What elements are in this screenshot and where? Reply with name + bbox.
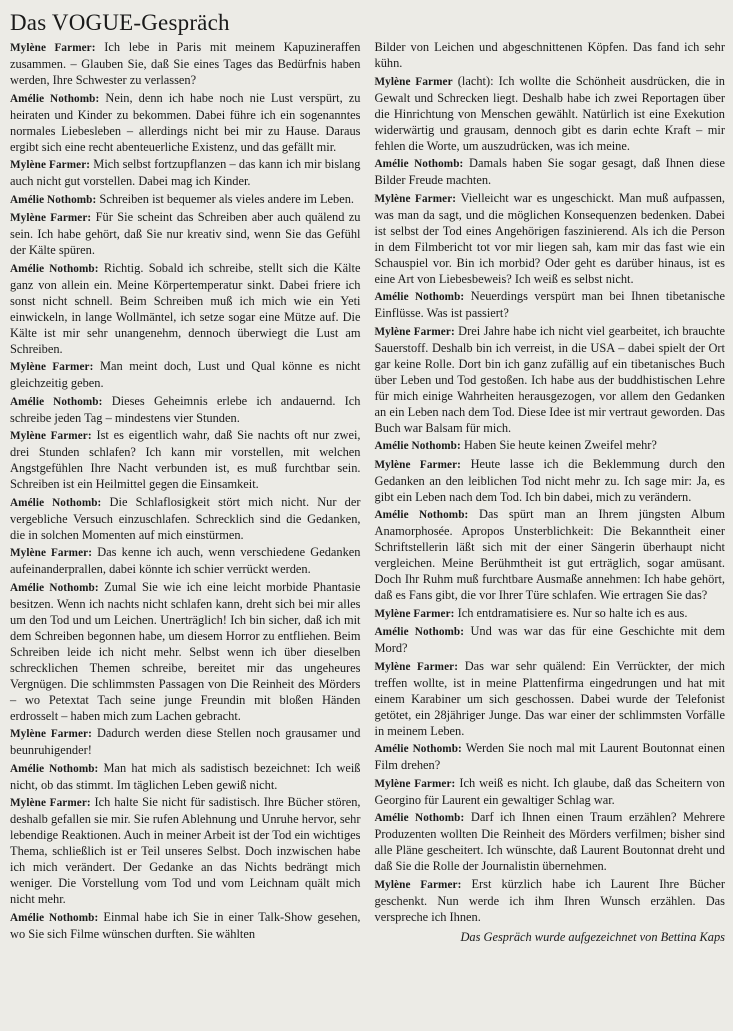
paragraph-text: Darf ich Ihnen einen Traum erzählen? Mehrere Produzenten wollten Die Reinheit des Mörders verfilmen; bisher sind alle Pläne gescheitert. Ich wünschte, daß Laurent Boutonnat dreht und daß Sie die Rolle der Journalistin übernehmen. <box>374 810 726 873</box>
speaker-name: Amélie Nothomb: <box>10 395 103 408</box>
interview-paragraph <box>375 775 726 808</box>
interview-paragraph <box>10 725 361 758</box>
speaker-name: Amélie Nothomb: <box>374 291 465 303</box>
speaker-name: Mylène Farmer: <box>10 430 92 442</box>
interview-paragraph <box>10 39 361 88</box>
article-title: Das VOGUE-Gespräch <box>10 10 230 35</box>
speaker-name: Amélie Nothomb: <box>374 626 465 638</box>
paragraph-text: Ich halte Sie nicht für sadistisch. Ihre Bücher stören, deshalb gefallen sie mir. Sie rufen Ablehnung und Unruhe hervor, sehr lebendige Reaktionen. Auch in meiner Arbeit ist der Tod ein wichtiges Thema, schließlich ist er Teil unseres Selbst. Doch inzwischen habe ich mich verändert. Der Gedanke an das Nichts bedrängt mich weniger. Die Vorstellung vom Tod und vom Leichnam quält mich nicht mehr. <box>10 795 361 906</box>
speaker-name: Amélie Nothomb: <box>374 158 464 170</box>
interview-paragraph <box>375 323 726 436</box>
paragraph-text: Bilder von Leichen und abgeschnittenen Köpfen. Das fand ich sehr kühn. <box>374 40 725 70</box>
article-columns <box>10 39 725 946</box>
interview-paragraph <box>375 876 726 925</box>
paragraph-text: Schreiben ist bequemer als vieles andere im Leben. <box>96 191 355 206</box>
paragraph-text: Drei Jahre habe ich nicht viel gearbeitet, ich brauchte Sauerstoff. Deshalb bin ich verreist, in die USA – dabei spielt der Ort gar keine Rolle. Dort bin ich ganz zufällig auf ein tibetanisches Buch über Leben und Tod gestoßen. Ich habe aus der buddhistischen Lehre für mich einige Wahrheiten herausgezogen, vor allem den Gedanken an ein Leben nach dem Tod. Diese Idee ist mir vertraut geworden. Das Buch war Balsam für mich. <box>374 323 726 435</box>
right-column <box>375 39 726 946</box>
interview-paragraph <box>10 760 361 793</box>
speaker-name: Mylène Farmer: <box>374 325 455 338</box>
interview-paragraph <box>10 794 361 907</box>
author-credit: Das Gespräch wurde aufgezeichnet von Bettina Kaps <box>460 929 725 944</box>
interview-paragraph <box>375 288 726 321</box>
interview-paragraph <box>375 605 726 622</box>
interview-paragraph <box>10 90 361 155</box>
speaker-name: Mylène Farmer: <box>10 547 93 559</box>
speaker-name: Mylène Farmer: <box>10 159 91 171</box>
interview-paragraph <box>375 437 726 454</box>
speaker-name: Mylène Farmer: <box>10 361 94 373</box>
speaker-name: Amélie Nothomb: <box>10 496 102 509</box>
paragraph-text: Und was war das für eine Geschichte mit dem Mord? <box>374 624 726 655</box>
paragraph-text: Ich entdramatisiere es. Nur so halte ich es aus. <box>454 605 688 620</box>
paragraph-text: Ich weiß es nicht. Ich glaube, daß das Scheitern von Georgino für Laurent ein gewaltiger Schlag war. <box>374 775 726 807</box>
interview-paragraph <box>10 544 361 577</box>
paragraph-text: Das spürt man an Ihrem jüngsten Album Anamorphosée. Apropos Unsterblichkeit: Die Bekanntheit einer Schriftstellerin läßt sich mit der einer Sängerin überhaupt nicht vergleichen. Meine Berühmtheit ist gut erträglich, sogar amüsant. Doch Ihr Ruhm muß furchtbare Ausmaße annehmen: Ich habe gehört, daß es Fans gibt, die vor Ihrer Türe schlafen. Wie ertragen Sie das? <box>374 507 725 602</box>
interview-paragraph <box>375 39 726 71</box>
speaker-name: Amélie Nothomb: <box>10 911 99 924</box>
interview-paragraph <box>10 209 361 258</box>
paragraph-text: Haben Sie heute keinen Zweifel mehr? <box>460 438 657 452</box>
speaker-name: Amélie Nothomb: <box>374 812 465 824</box>
interview-paragraph <box>10 358 361 391</box>
paragraph-text: Für Sie scheint das Schreiben aber auch quälend zu sein. Ich habe gehört, daß Sie nur kreativ sind, wenn Sie das Gefühl der Kälte spüren. <box>10 210 361 257</box>
paragraph-text: Die Schlaflosigkeit stört mich nicht. Nur der vergebliche Versuch einzuschlafen. Schrecklich sind die Gedanken, die in solchen Momenten auf mich einstürmen. <box>10 494 361 542</box>
paragraph-text: Nein, denn ich habe noch nie Lust verspürt, zu heiraten und Kinder zu bekommen. Dabei führe ich ein sogenanntes normales Liebesleben – allerdings nicht bei mir zu Hause. Daraus ergibt sich eine recht abenteuerliche Existenz, und das gefällt mir. <box>10 90 361 154</box>
paragraph-text: Ist es eigentlich wahr, daß Sie nachts oft nur zwei, drei Stunden schlafen? Ich kann mir vorstellen, mit welchen Angstgefühlen Ihre Nacht verbunden ist, es muß furchtbar sein. Schreiben ist ein Heilmittel gegen die Einsamkeit. <box>10 428 361 491</box>
paragraph-text: Man meint doch, Lust und Qual könne es nicht gleichzeitig geben. <box>10 359 361 390</box>
speaker-name: Mylène Farmer: <box>10 42 96 54</box>
speaker-name: Amélie Nothomb: <box>374 440 461 452</box>
paragraph-text: Ich lebe in Paris mit meinem Kapuzineraffen zusammen. – Glauben Sie, daß Sie eines Tages das Bedürfnis haben werden, Ihre Schwester zu verlassen? <box>10 40 361 87</box>
interview-paragraph <box>10 427 361 492</box>
paragraph-text: Mich selbst fortzupflanzen – das kann ich mir bislang auch nicht gut vorstellen. Dabei mag ich Kinder. <box>10 157 361 188</box>
interview-paragraph <box>10 260 361 357</box>
interview-paragraph <box>375 506 726 603</box>
speaker-name: Mylène Farmer: <box>10 728 92 740</box>
interview-paragraph <box>10 156 361 189</box>
paragraph-text: Dieses Geheimnis erlebe ich andauernd. Ich schreibe jeden Tag – mindestens vier Stunden. <box>10 393 361 425</box>
speaker-name: Mylène Farmer: <box>374 192 457 205</box>
interview-paragraph <box>10 579 361 724</box>
paragraph-text: Das kenne ich auch, wenn verschiedene Gedanken aufeinanderprallen, dabei könnte ich schier verrückt werden. <box>10 545 361 576</box>
interview-paragraph <box>375 658 726 739</box>
paragraph-text: Neuerdings verspürt man bei Ihnen tibetanische Einflüsse. Was ist passiert? <box>374 289 726 320</box>
paragraph-text: Einmal habe ich Sie in einer Talk-Show gesehen, wo Sie sich Filme wünschen durften. Sie wählten <box>10 909 361 941</box>
interview-paragraph <box>10 909 361 942</box>
speaker-name: Mylène Farmer: <box>374 878 462 891</box>
interview-paragraph <box>375 740 726 773</box>
speaker-name: Mylène Farmer: <box>374 607 455 620</box>
speaker-name: Amélie Nothomb: <box>10 193 97 206</box>
speaker-name: Amélie Nothomb: <box>10 92 100 105</box>
speaker-name: Mylène Farmer: <box>374 777 456 790</box>
paragraph-text: (lacht): Ich wollte die Schönheit ausdrücken, die in Gewalt und Schrecken liegt. Deshalb habe ich zwei Reportagen über die Hinrichtung von Menschen gewählt. Natürlich ist eine Exekution widerwärtig und grausam, dennoch gibt es darin echte Kraft – mir fehlen die Worte, um auszudrücken, was ich meine. <box>374 73 725 153</box>
speaker-name: Mylène Farmer: <box>10 212 92 224</box>
interview-paragraph <box>375 809 726 874</box>
paragraph-text: Man hat mich als sadistisch bezeichnet: Ich weiß nicht, ob das stimmt. Im täglichen Leben gewiß nicht. <box>10 760 361 792</box>
interview-paragraph <box>375 73 726 154</box>
paragraph-text: Dadurch werden diese Stellen noch grausamer und beunruhigender! <box>10 726 361 757</box>
speaker-name: Mylène Farmer: <box>374 660 459 673</box>
paragraph-text: Damals haben Sie sogar gesagt, daß Ihnen diese Bilder Freude machten. <box>374 156 726 187</box>
speaker-name: Mylène Farmer <box>374 75 453 88</box>
interview-paragraph <box>375 456 726 505</box>
speaker-name: Amélie Nothomb: <box>10 262 99 275</box>
speaker-name: Mylène Farmer: <box>374 458 461 471</box>
interview-paragraph <box>375 623 726 656</box>
paragraph-text: Vielleicht war es ungeschickt. Man muß aufpassen, was man da sagt, und die möglichen Konsequenzen bedenken. Dabei ist selbst der Tod eines Angehörigen faszinierend. Als ich die Person in dem Filmbericht tot vor mir liegen sah, kam mir das fast wie ein Schauspiel vor. Bin ich morbid? Oder geht es darüber hinaus, ist es eine Art von Liebesbeweis? Ich weiß es selbst nicht. <box>374 190 725 286</box>
left-column <box>10 39 361 946</box>
speaker-name: Amélie Nothomb: <box>10 762 99 775</box>
paragraph-text: Das war sehr quälend: Ein Verrückter, der mich treffen wollte, ist in meine Plattenfirma eingedrungen und hat mit einem Karabiner um sich geschossen. Dabei wurde der Telefonist getötet, ein 28jähriger Junge. Das war einer der schlimmsten Vorfälle in meinem Leben. <box>374 658 726 738</box>
speaker-name: Mylène Farmer: <box>10 797 91 809</box>
speaker-name: Amélie Nothomb: <box>10 581 99 594</box>
paragraph-text: Zumal Sie wie ich eine leicht morbide Phantasie besitzen. Wenn ich nachts nicht schlafen kann, dreht sich bei mir alles um den Tod und um Leichen. Unerträglich! Ich bin sicher, daß ich mit dem Schreiben begonnen habe, um diesem Horror zu entfliehen. Beim Schreiben leide ich nicht mehr. Selbst wenn ich über dieselben schrecklichen Themen schreibe, bereitet mir das ungeheures Vergnügen. Die schlimmsten Passagen von Die Reinheit des Mörders – wo Petextat Tach seine junge Freundin mit bloßen Händen erdrosselt – haben mich zum Lachen gebracht. <box>10 579 361 723</box>
paragraph-text: Richtig. Sobald ich schreibe, stellt sich die Kälte ganz von allein ein. Meine Körpertemperatur sinkt. Dabei friere ich sonst nicht schnell. Beim Schreiben muß ich mich wie ein Yeti einwickeln, in lange Wollmäntel, ich setze sogar eine Mütze auf. Die Kälte ist mir sehr unangenehm, dennoch überwiegt die Lust am Schreiben. <box>10 260 361 356</box>
paragraph-text: Erst kürzlich habe ich Laurent Ihre Bücher geschenkt. Nun werde ich ihm Ihren Wunsch erzählen. Das verspreche ich Ihnen. <box>374 876 725 924</box>
interview-paragraph <box>375 155 726 188</box>
paragraph-text: Heute lasse ich die Beklemmung durch den Gedanken an den leiblichen Tod nicht mehr zu. Ich sage mir: Ja, es gibt ein Leben nach dem Tod. Ich bin dabei, mich zu verändern. <box>374 456 725 504</box>
interview-paragraph <box>10 191 361 208</box>
interview-paragraph <box>10 494 361 543</box>
speaker-name: Amélie Nothomb: <box>374 743 462 755</box>
interview-paragraph <box>10 393 361 426</box>
interview-paragraph <box>375 190 726 287</box>
speaker-name: Amélie Nothomb: <box>374 509 469 521</box>
paragraph-text: Werden Sie noch mal mit Laurent Boutonnat einen Film drehen? <box>374 741 725 772</box>
